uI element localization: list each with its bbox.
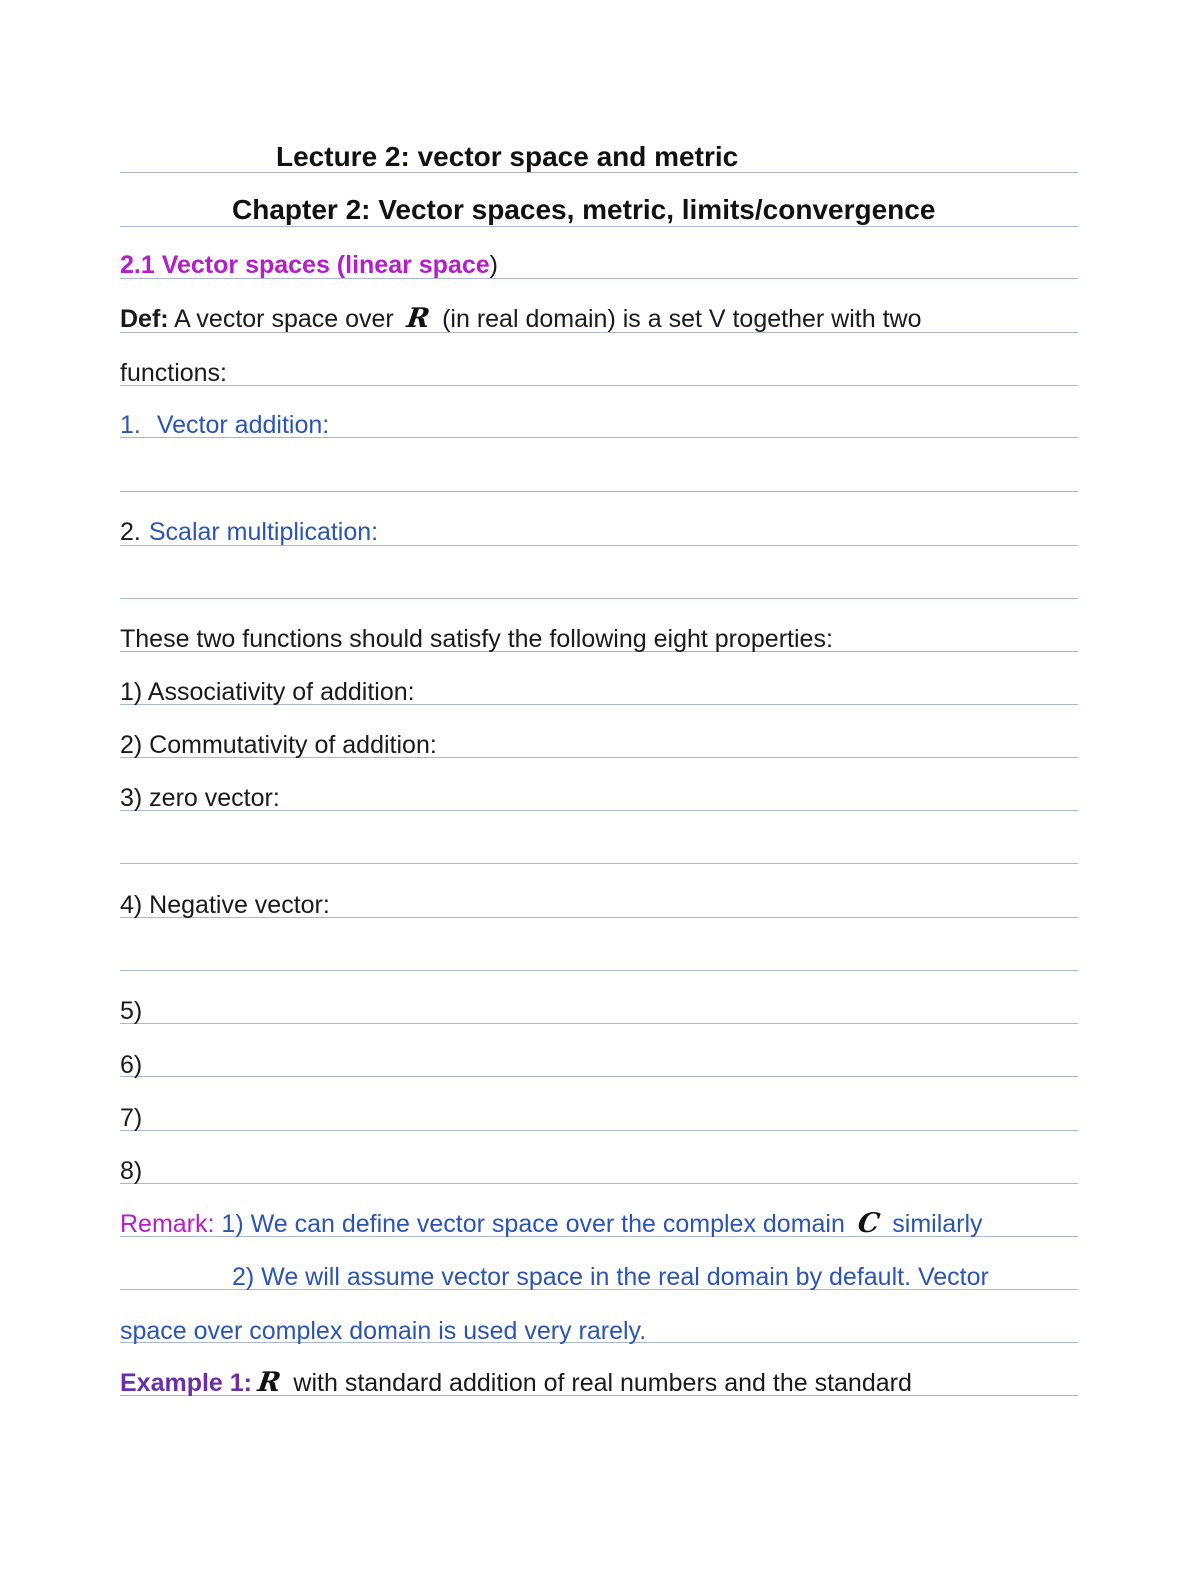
remark-line-3: space over complex domain is used very rarely.	[120, 1317, 647, 1345]
function-item-scalar-multiplication	[120, 517, 1078, 547]
function-item-number: 2.	[120, 518, 141, 546]
lecture-title: Lecture 2: vector space and metric	[276, 141, 739, 172]
remark-label: Remark:	[120, 1210, 215, 1238]
function-item-label: Vector addition:	[156, 411, 330, 439]
ruled-line	[120, 970, 1078, 971]
function-item-label: Scalar multiplication:	[148, 518, 379, 546]
example-label: Example 1:	[120, 1369, 253, 1397]
chapter-title: Chapter 2: Vector spaces, metric, limits/convergence	[232, 194, 936, 225]
complex-numbers-symbol: C	[855, 1208, 882, 1239]
function-item-vector-addition	[120, 410, 1078, 440]
property-item: 8)	[120, 1157, 143, 1185]
definition-text-before: A vector space over	[168, 305, 401, 333]
ruled-line	[120, 598, 1078, 599]
definition-line	[120, 304, 1078, 334]
property-item: 2) Commutativity of addition:	[120, 731, 437, 759]
definition-continuation: functions:	[120, 359, 228, 387]
ruled-line	[120, 491, 1078, 492]
real-numbers-symbol: R	[255, 1367, 283, 1398]
section-heading	[120, 250, 1078, 280]
property-item: 4) Negative vector:	[120, 891, 330, 919]
function-item-number: 1.	[120, 411, 141, 439]
remark-text-before: 1) We can define vector space over the complex domain	[214, 1210, 852, 1238]
section-heading-close: )	[489, 251, 498, 279]
property-item: 5)	[120, 997, 143, 1025]
property-item: 1) Associativity of addition:	[120, 678, 415, 706]
remark-line-2: 2) We will assume vector space in the real domain by default. Vector	[232, 1263, 989, 1291]
property-item: 7)	[120, 1104, 143, 1132]
definition-label: Def:	[120, 305, 169, 333]
property-item: 3) zero vector:	[120, 784, 280, 812]
real-numbers-symbol: R	[404, 303, 432, 334]
example-text: with standard addition of real numbers and the standard	[286, 1369, 912, 1397]
example-line	[120, 1368, 1078, 1398]
section-heading-text: 2.1 Vector spaces (linear space	[120, 251, 490, 279]
properties-intro: These two functions should satisfy the following eight properties:	[120, 625, 833, 653]
remark-text-after: similarly	[885, 1210, 983, 1238]
property-item: 6)	[120, 1051, 143, 1079]
definition-text-after: (in real domain) is a set V together with two	[435, 305, 922, 333]
remark-line-1	[120, 1209, 1078, 1239]
ruled-line	[120, 172, 1078, 173]
ruled-line	[120, 863, 1078, 864]
ruled-line	[120, 226, 1078, 227]
